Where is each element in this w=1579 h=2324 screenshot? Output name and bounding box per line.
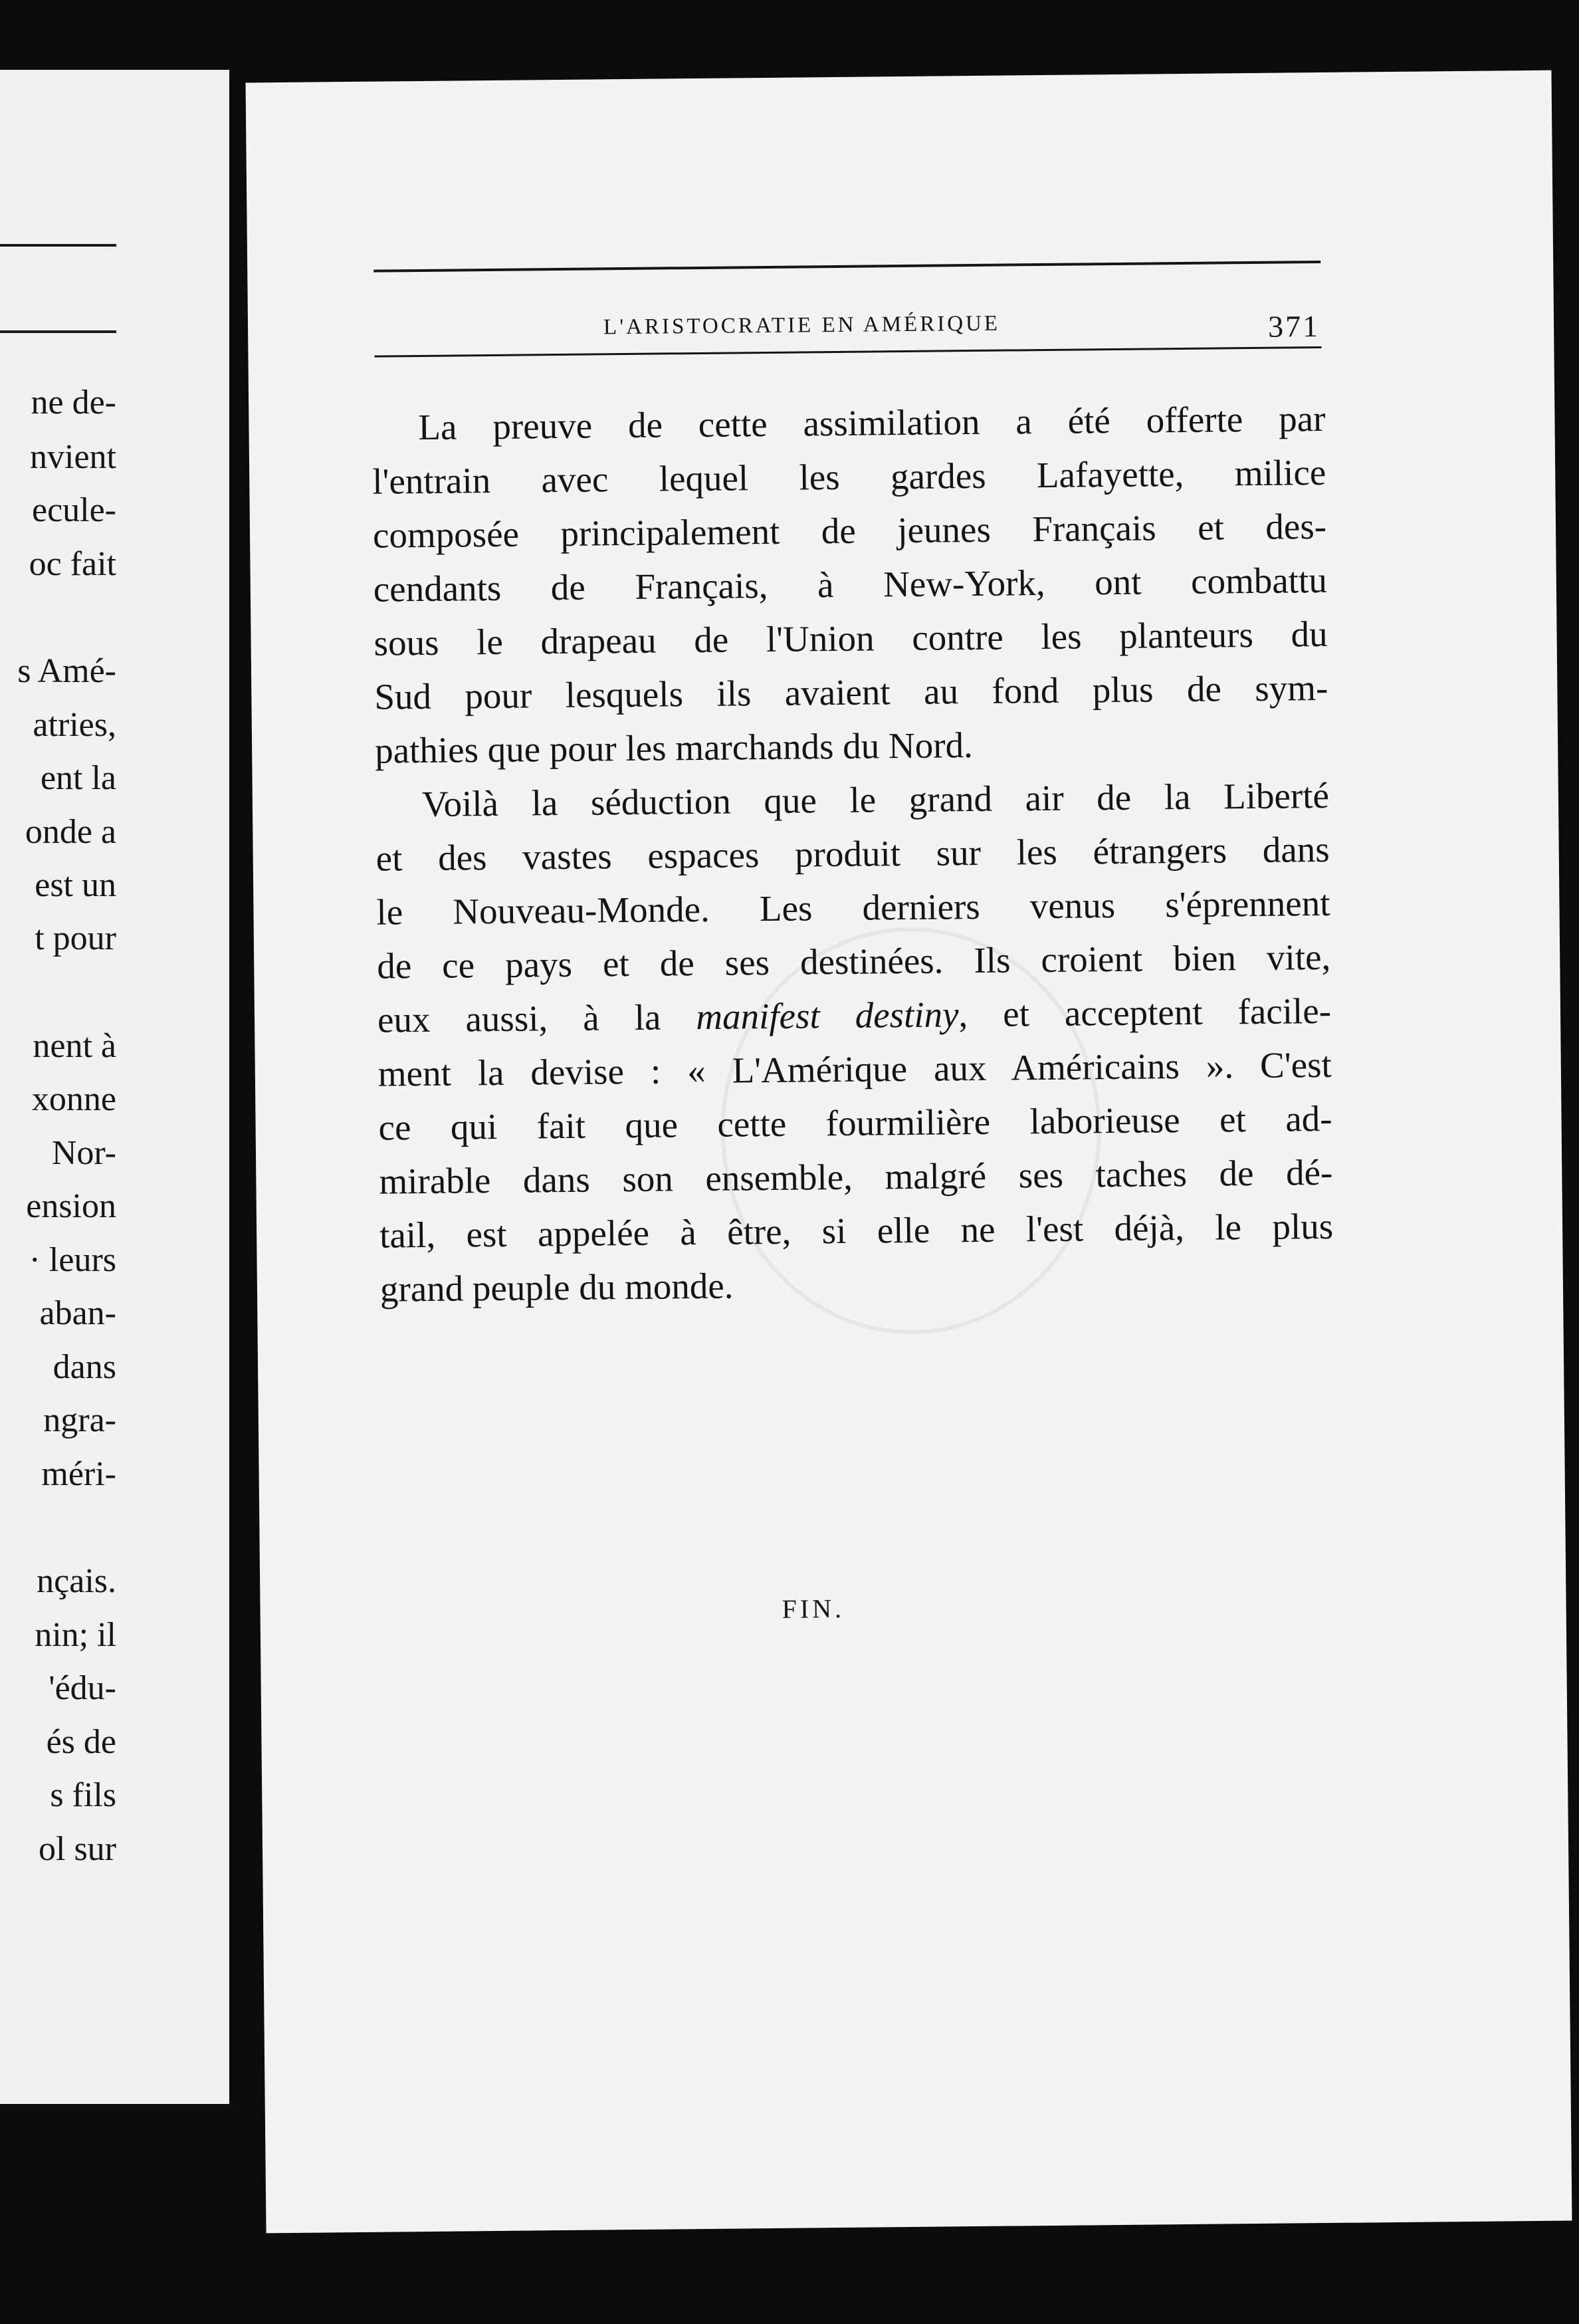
left-text-fragment: méri- [41,1455,116,1493]
left-text-fragment: onde a [25,813,116,851]
paragraph-1 [371,392,1328,778]
left-facing-page [0,70,229,2104]
left-text-fragment: ent la [40,759,116,797]
left-text-fragment: s fils [50,1776,116,1814]
paragraph-2 [375,768,1334,1316]
body-text [371,392,1334,1316]
left-text-fragment: aban- [39,1294,116,1332]
left-text-fragment: nçais. [37,1562,116,1600]
text-line: l'entrain avec lequel les gardes Lafayette, milice [371,451,1326,502]
text-line: tail, est appelée à être, si elle ne l'est déjà, le plus [379,1205,1334,1256]
left-header-rule-bottom [0,330,116,333]
left-text-fragment: atries, [33,706,116,744]
text-line: eux aussi, à la manifest destiny, et acceptent facile- [377,990,1332,1040]
left-text-fragment: ne de- [31,384,116,421]
text-line: cendants de Français, à New-York, ont combattu [373,559,1328,610]
left-text-fragment: ol sur [39,1830,116,1868]
page-number: 371 [1267,309,1320,344]
left-text-fragment: · leurs [29,1241,116,1279]
text-line: La preuve de cette assimilation a été offerte par [418,398,1326,448]
left-text-fragment: t pour [35,919,116,957]
end-mark: FIN. [782,1593,845,1624]
header-rule-top [373,261,1320,273]
text-line: grand peuple du monde. [379,1265,734,1310]
left-text-fragment: dans [53,1348,116,1386]
left-text-fragment: 'édu- [49,1669,116,1707]
text-line: et des vastes espaces produit sur les étrangers dans [375,828,1330,879]
left-text-fragment: ngra- [43,1401,116,1439]
left-text-fragment: nvient [30,438,116,476]
left-text-fragment: ension [26,1187,116,1225]
left-text-fragment: Nor- [51,1134,116,1172]
text-line: ment la devise : « L'Amérique aux Américains ». C'est [377,1044,1332,1094]
text-line: de ce pays et de ses destinées. Ils croient bien vite, [376,936,1331,987]
left-text-fragment: és de [46,1723,116,1761]
left-text-fragment: nent à [33,1027,116,1065]
text-line: le Nouveau-Monde. Les derniers venus s'éprennent [376,882,1330,933]
text-line: ce qui fait que cette fourmilière laborieuse et ad- [378,1098,1332,1148]
text-line: Sud pour lesquels ils avaient au fond plus de sym- [374,667,1328,717]
text-line: Voilà la séduction que le grand air de la Liberté [421,774,1330,825]
text-line: pathies que pour les marchands du Nord. [374,725,974,771]
left-text-fragment: ecule- [31,491,116,529]
italic-phrase: manifest destiny [696,994,959,1038]
left-text-fragment: xonne [31,1080,116,1118]
text-line: mirable dans son ensemble, malgré ses taches de dé- [379,1151,1333,1202]
left-header-rule-top [0,244,116,247]
left-text-fragment: nin; il [35,1616,116,1654]
header-rule-bottom [374,346,1321,358]
left-text-fragment: est un [35,866,116,904]
text-line: sous le drapeau de l'Union contre les planteurs du [373,613,1328,663]
left-text-fragment: s Amé- [17,652,116,690]
running-head: L'ARISTOCRATIE EN AMÉRIQUE [603,311,1001,340]
left-text-fragment: oc fait [29,545,116,583]
book-page [246,70,1572,2234]
text-line: composée principalement de jeunes Français et des- [372,505,1327,556]
